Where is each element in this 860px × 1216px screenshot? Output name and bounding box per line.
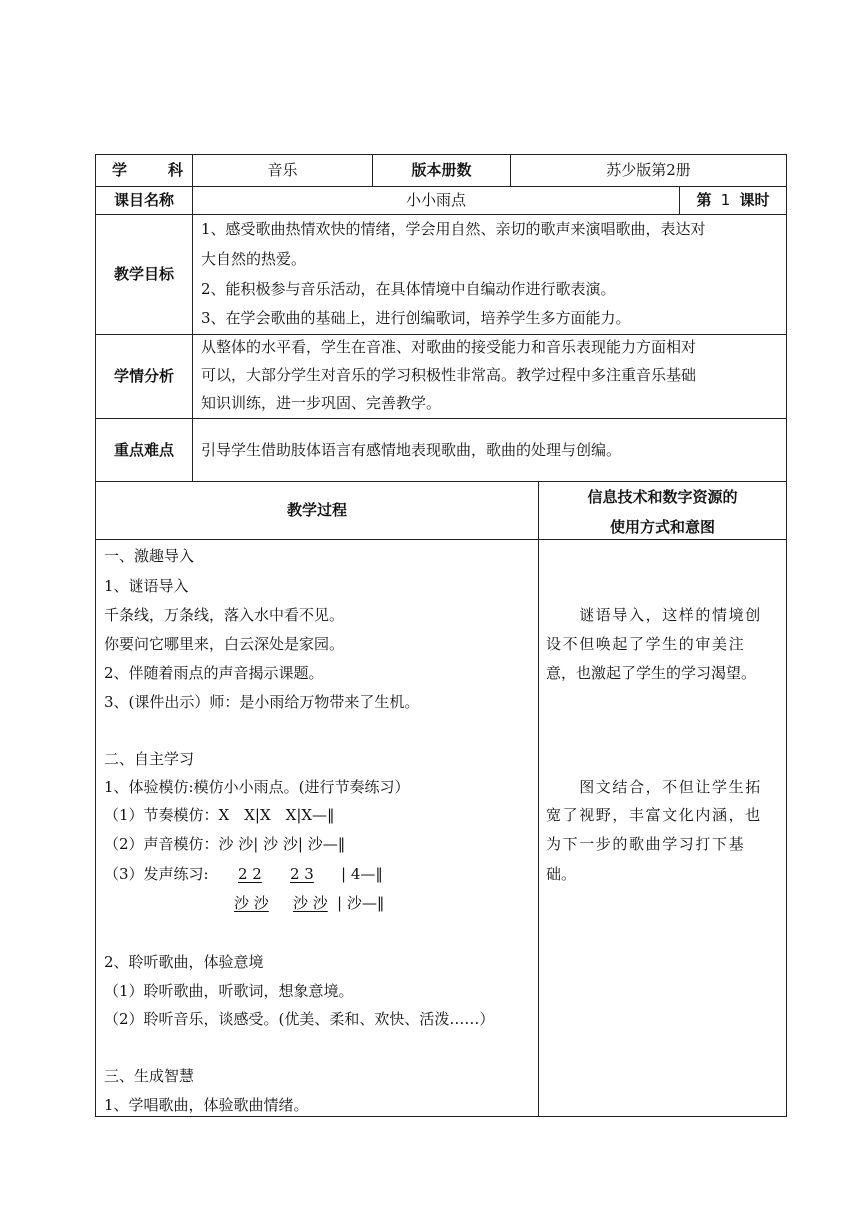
analysis-line: 知识训练，进一步巩固、完善教学。 [201, 394, 442, 412]
process-item: 千条线，万条线，落入水中看不见。 [104, 606, 345, 624]
process-item: 2、聆听歌曲，体验意境 [104, 953, 264, 971]
resource-note-line: 意，也激起了学生的学习渴望。 [546, 664, 757, 682]
resource-note-line: 谜语导入，这样的情境创 [546, 606, 762, 624]
key-points-label: 重点难点 [113, 441, 174, 459]
process-item: 2、伴随着雨点的声音揭示课题。 [104, 664, 324, 682]
subject-label [96, 155, 192, 186]
section-heading: 一、激趣导入 [104, 547, 195, 565]
goals-label: 教学目标 [113, 265, 174, 283]
process-item: 你要问它哪里来，白云深处是家园。 [104, 635, 345, 653]
course-value: 小小雨点 [405, 191, 466, 209]
edition-value: 苏少版第2册 [606, 161, 691, 179]
row-divider [95, 418, 787, 419]
process-item: 3、(课件出示）师：是小雨给万物带来了生机。 [104, 693, 420, 711]
vocal-notes: | 4—‖ [341, 865, 383, 883]
vocal-notes: 2 2 [238, 865, 262, 883]
table-right-border [786, 154, 787, 1117]
table-bottom-border [95, 1116, 787, 1117]
goals-line: 3、在学会歌曲的基础上，进行创编歌词，培养学生多方面能力。 [201, 309, 631, 327]
process-header: 教学过程 [286, 501, 347, 519]
analysis-label: 学情分析 [113, 367, 174, 385]
lesson-number: 1 [720, 191, 731, 209]
process-item: （1）聆听歌曲，听歌词，想象意境。 [104, 982, 354, 1000]
row-divider [95, 214, 787, 215]
section-heading: 三、生成智慧 [104, 1067, 195, 1085]
analysis-line: 可以，大部分学生对音乐的学习积极性非常高。教学过程中多注重音乐基础 [201, 366, 697, 384]
goals-line: 2、能积极参与音乐活动，在具体情境中自编动作进行歌表演。 [201, 280, 616, 298]
key-points-text: 引导学生借助肢体语言有感情地表现歌曲，歌曲的处理与创编。 [201, 441, 622, 459]
resource-note-line: 为下一步的歌曲学习打下基 [546, 835, 746, 853]
goals-line: 1、感受歌曲热情欢快的情绪，学会用自然、亲切的歌声来演唱歌曲，表达对 [201, 220, 706, 238]
process-item: （3）发声练习: [104, 865, 209, 883]
lesson-label-suffix: 课时 [739, 191, 770, 209]
course-label: 课目名称 [113, 191, 174, 209]
process-item: 1、体验模仿:模仿小小雨点。(进行节奏练习） [104, 778, 410, 796]
vocal-lyric: 沙 沙 [234, 894, 269, 912]
row-divider [95, 539, 787, 540]
lesson-label-prefix: 第 [696, 191, 712, 209]
vocal-lyric: 沙 沙 [293, 894, 328, 912]
process-item: 1、学唱歌曲，体验歌曲情绪。 [104, 1096, 309, 1114]
process-item: （1）节奏模仿：X X|X X|X—‖ [104, 806, 335, 824]
vocal-lyric: | 沙—‖ [337, 894, 385, 912]
row-divider [95, 334, 787, 335]
process-column-divider [538, 481, 539, 1117]
resources-header-line: 使用方式和意图 [609, 518, 715, 536]
goals-line: 大自然的热爱。 [201, 250, 307, 268]
subject-value: 音乐 [267, 161, 298, 179]
resources-header-line: 信息技术和数字资源的 [587, 488, 738, 506]
process-item: （2）声音模仿：沙 沙| 沙 沙| 沙—‖ [104, 835, 346, 853]
resource-note-line: 宽了视野，丰富文化内涵，也 [546, 806, 762, 824]
section-heading: 二、自主学习 [104, 750, 195, 768]
vocal-notes: 2 3 [290, 865, 314, 883]
resource-note-line: 图文结合，不但让学生拓 [546, 778, 762, 796]
edition-label: 版本册数 [411, 161, 472, 179]
process-item: 1、谜语导入 [104, 577, 189, 595]
subject-label-char: 学 [112, 161, 128, 179]
resource-note-line: 设不但唤起了学生的审美注 [546, 635, 746, 653]
process-item: （2）聆听音乐，谈感受。(优美、柔和、欢快、活泼……） [104, 1010, 495, 1028]
analysis-line: 从整体的水平看，学生在音准、对歌曲的接受能力和音乐表现能力方面相对 [201, 338, 697, 356]
subject-label-char: 科 [168, 161, 184, 179]
resource-note-line: 础。 [546, 865, 577, 883]
lesson-count [680, 187, 786, 214]
